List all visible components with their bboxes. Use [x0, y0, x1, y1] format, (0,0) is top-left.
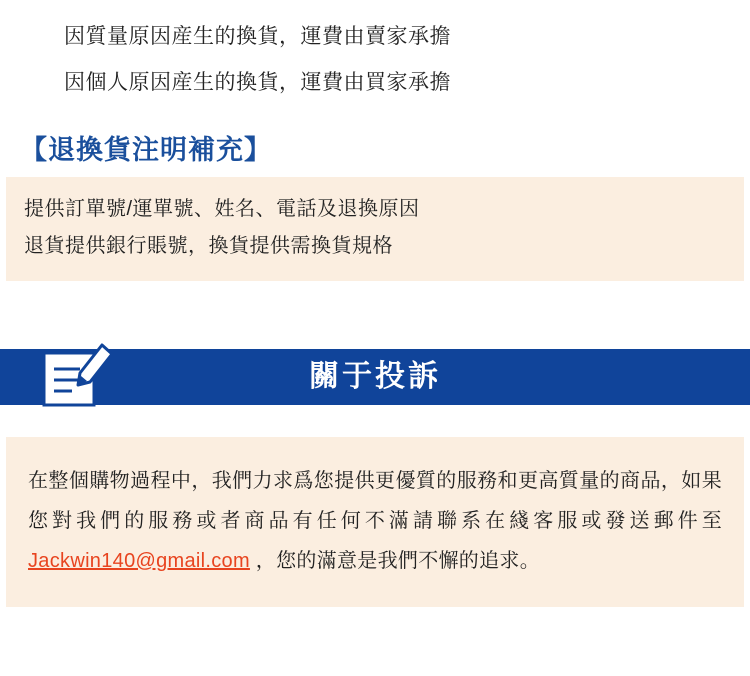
note-line: 退貨提供銀行賬號，換貨提供需換貨規格 — [24, 235, 393, 257]
support-email-link[interactable]: Jackwin140@gmail.com — [28, 550, 250, 572]
complaint-text-box — [6, 437, 744, 607]
complaint-paragraph — [28, 461, 722, 581]
complaint-text-after: ，您的滿意是我們不懈的追求。 — [249, 550, 540, 572]
pencil-note-icon — [40, 337, 116, 409]
complaint-banner — [0, 329, 750, 409]
complaint-text-before: 在整個購物過程中，我們力求爲您提供更優質的服務和更高質量的商品，如果您對我們的服務或者商品有任何不滿請聯系在綫客服或發送郵件至 — [28, 470, 722, 532]
note-line: 提供訂單號/運單號、姓名、電話及退換原因 — [24, 198, 420, 220]
policy-line: 因質量原因産生的換貨，運費由賣家承擔 — [64, 25, 451, 48]
policy-line: 因個人原因産生的換貨，運費由買家承擔 — [64, 71, 451, 94]
return-note-heading: 【退換貨注明補充】 — [20, 135, 272, 165]
banner-title: 關于投訴 — [309, 360, 441, 393]
return-policy-lines — [0, 0, 750, 106]
return-note-box — [6, 177, 744, 281]
